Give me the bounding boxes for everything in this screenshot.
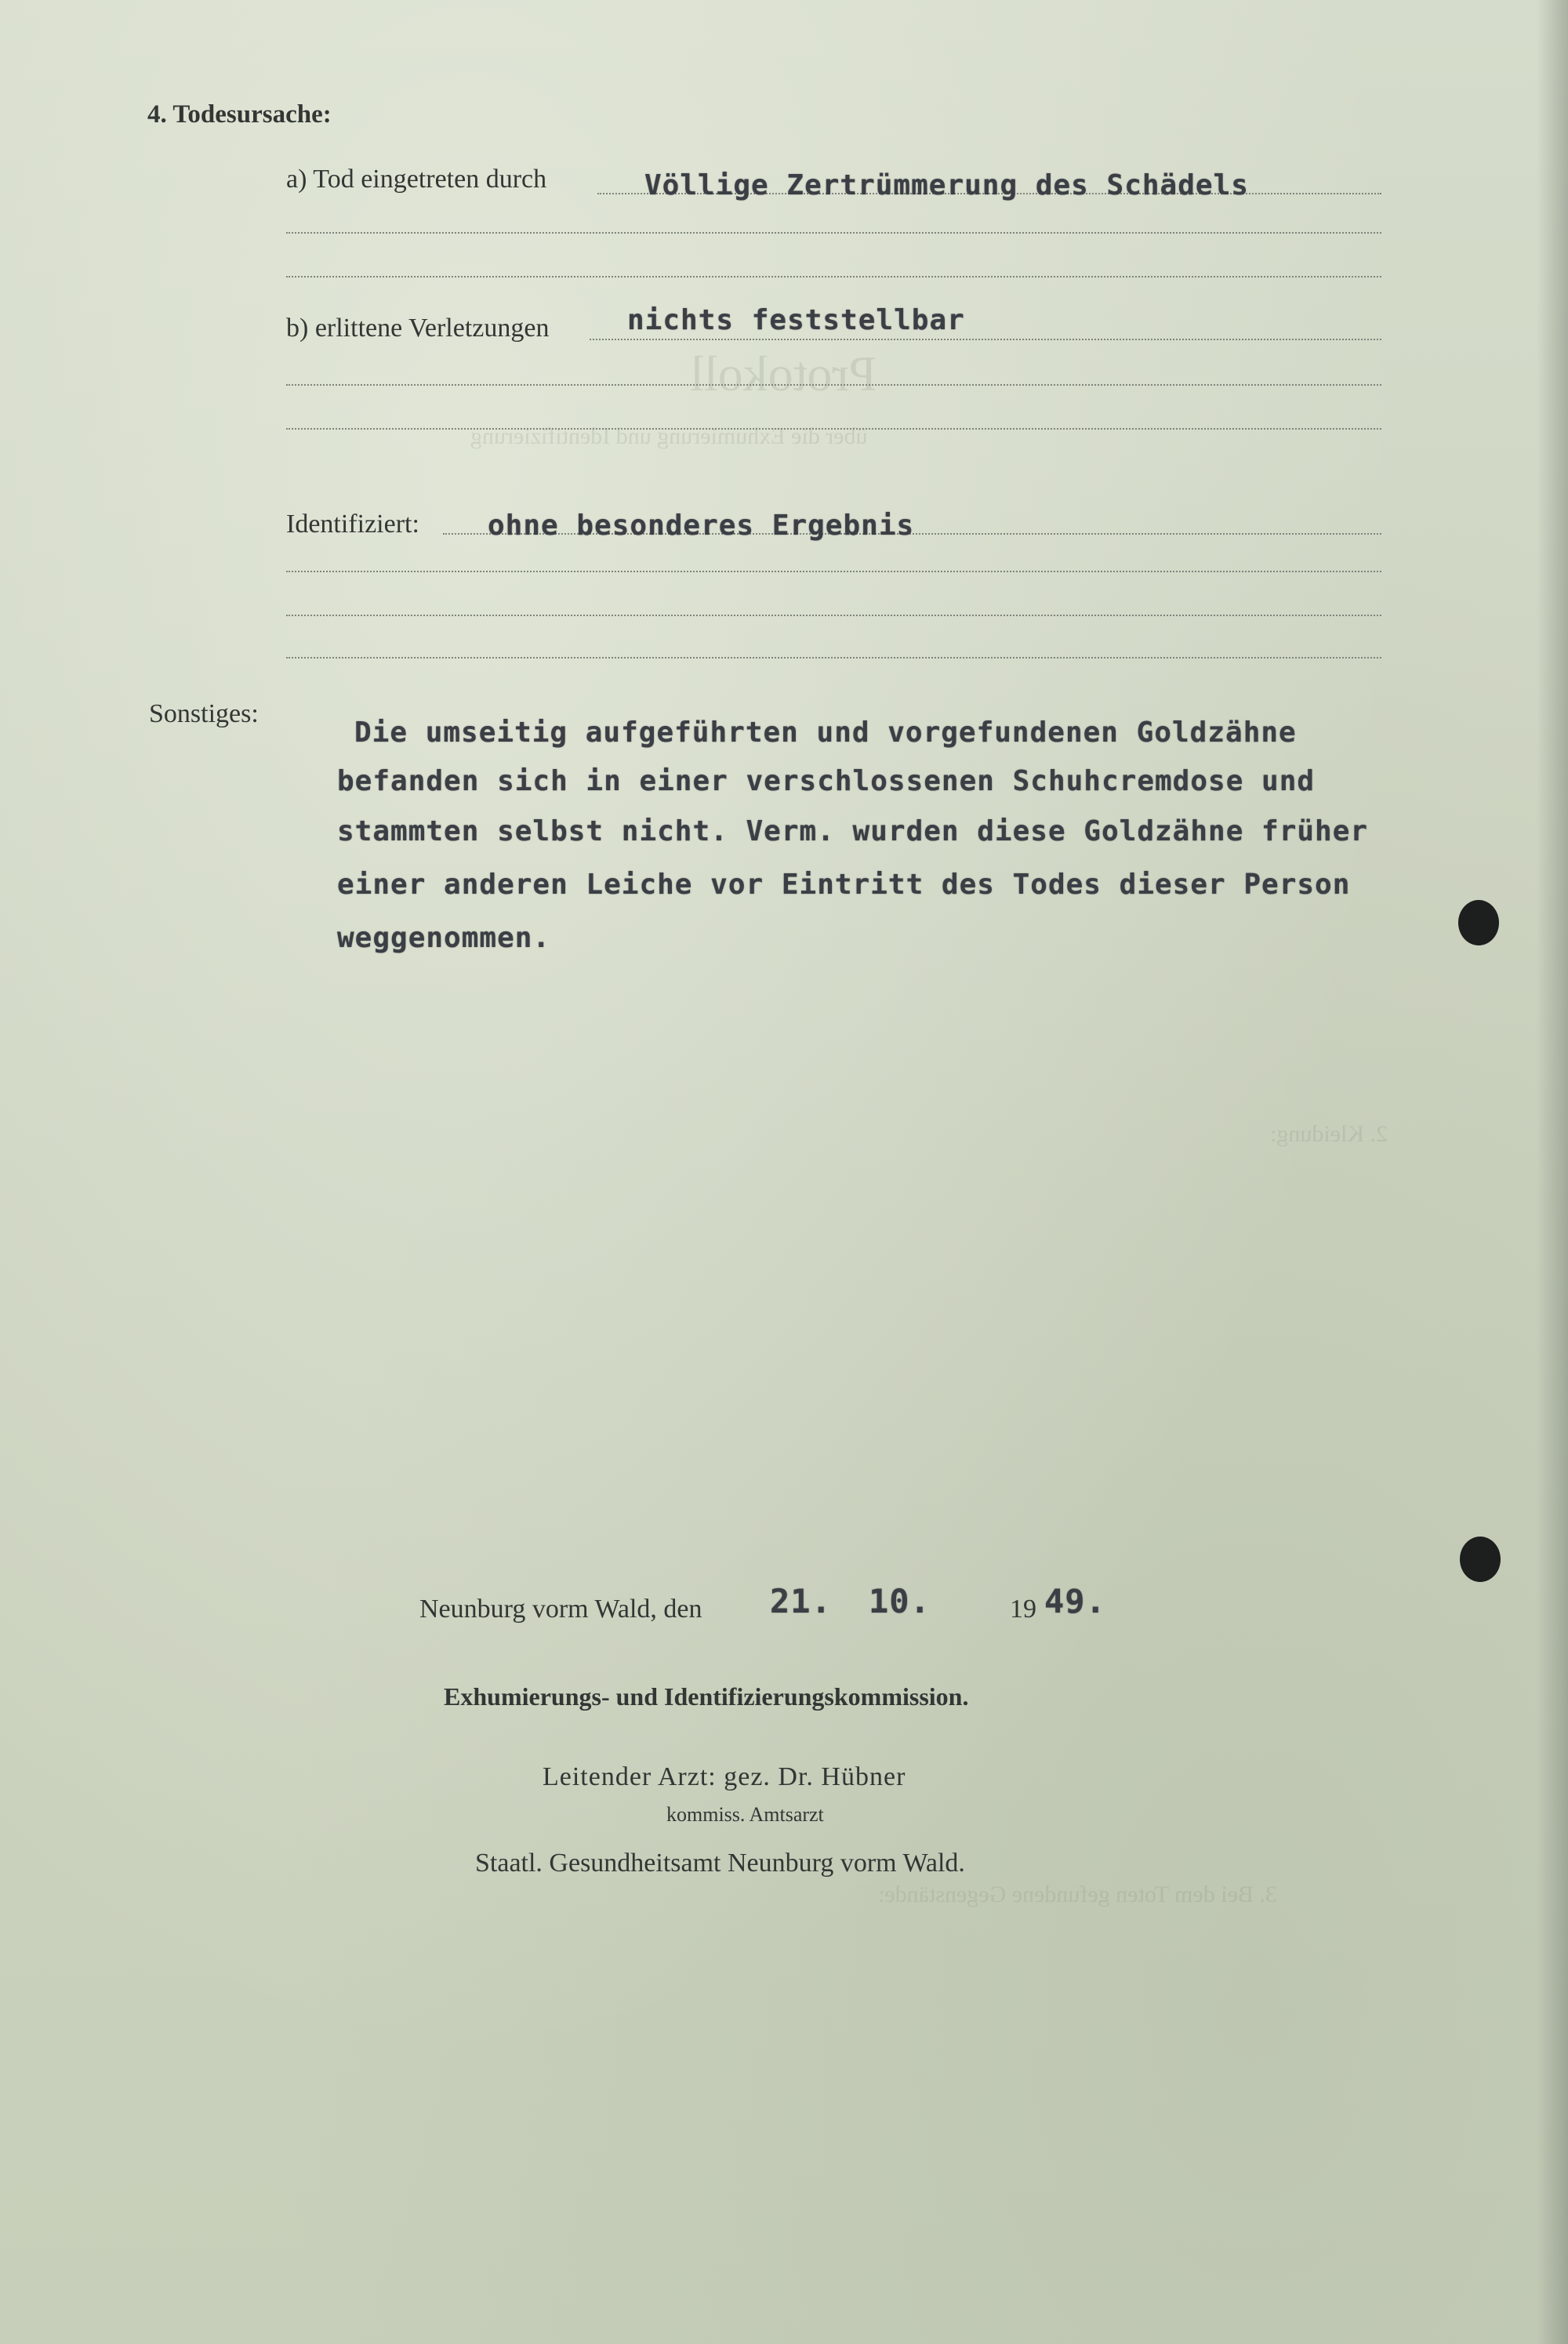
death-caused-by-value: Völlige Zertrümmerung des Schädels: [644, 169, 1249, 201]
punch-hole-lower: [1460, 1537, 1501, 1582]
cause-of-death-heading: 4. Todesursache:: [147, 100, 332, 129]
injuries-line-3: [286, 428, 1381, 430]
bleed-through-title: Protokoll: [690, 346, 877, 401]
bleed-through-objects: 3. Bei dem Toten gefundene Gegenstände:: [878, 1881, 1277, 1907]
identified-value: ohne besonderes Ergebnis: [488, 510, 915, 542]
injuries-line-2: [286, 384, 1381, 386]
misc-line-3: stammten selbst nicht. Verm. wurden diese Goldzähne früher: [337, 815, 1369, 847]
place-label: Neunburg vorm Wald, den: [419, 1595, 702, 1624]
identified-label: Identifiziert:: [286, 510, 419, 539]
identified-line-3: [286, 615, 1381, 616]
misc-label: Sonstiges:: [149, 699, 259, 728]
misc-line-5: weggenommen.: [337, 922, 551, 954]
punch-hole-upper: [1458, 900, 1499, 945]
commission-name: Exhumierungs- und Identifizierungskommission.: [444, 1682, 969, 1711]
identified-line-4: [286, 657, 1381, 659]
misc-line-2: befanden sich in einer verschlossenen Schuhcremdose und: [337, 765, 1316, 797]
death-caused-by-label: a) Tod eingetreten durch: [286, 165, 547, 194]
page-edge-shadow: [1537, 0, 1568, 2344]
bleed-through-subtitle: über die Exhumierung und Identifizierung: [470, 423, 868, 449]
date-month: 10.: [869, 1582, 931, 1620]
date-year-prefix: 19: [1010, 1595, 1036, 1624]
injuries-label: b) erlittene Verletzungen: [286, 314, 550, 343]
health-office: Staatl. Gesundheitsamt Neunburg vorm Wald.: [475, 1849, 965, 1878]
injuries-value: nichts feststellbar: [627, 304, 965, 336]
leading-doctor: Leitender Arzt: gez. Dr. Hübner: [543, 1762, 906, 1791]
doctor-title: kommiss. Amtsarzt: [666, 1803, 824, 1826]
misc-line-1: Die umseitig aufgeführten und vorgefundenen Goldzähne: [354, 717, 1297, 749]
date-year-suffix: 49.: [1044, 1582, 1106, 1620]
death-caused-by-line-3: [286, 276, 1381, 278]
identified-line-2: [286, 571, 1381, 572]
injuries-line: [590, 339, 1381, 340]
date-day: 21.: [770, 1582, 832, 1620]
misc-line-4: einer anderen Leiche vor Eintritt des Todes dieser Person: [337, 869, 1351, 901]
death-caused-by-line-2: [286, 232, 1381, 234]
bleed-through-clothing: 2. Kleidung:: [1270, 1121, 1388, 1147]
